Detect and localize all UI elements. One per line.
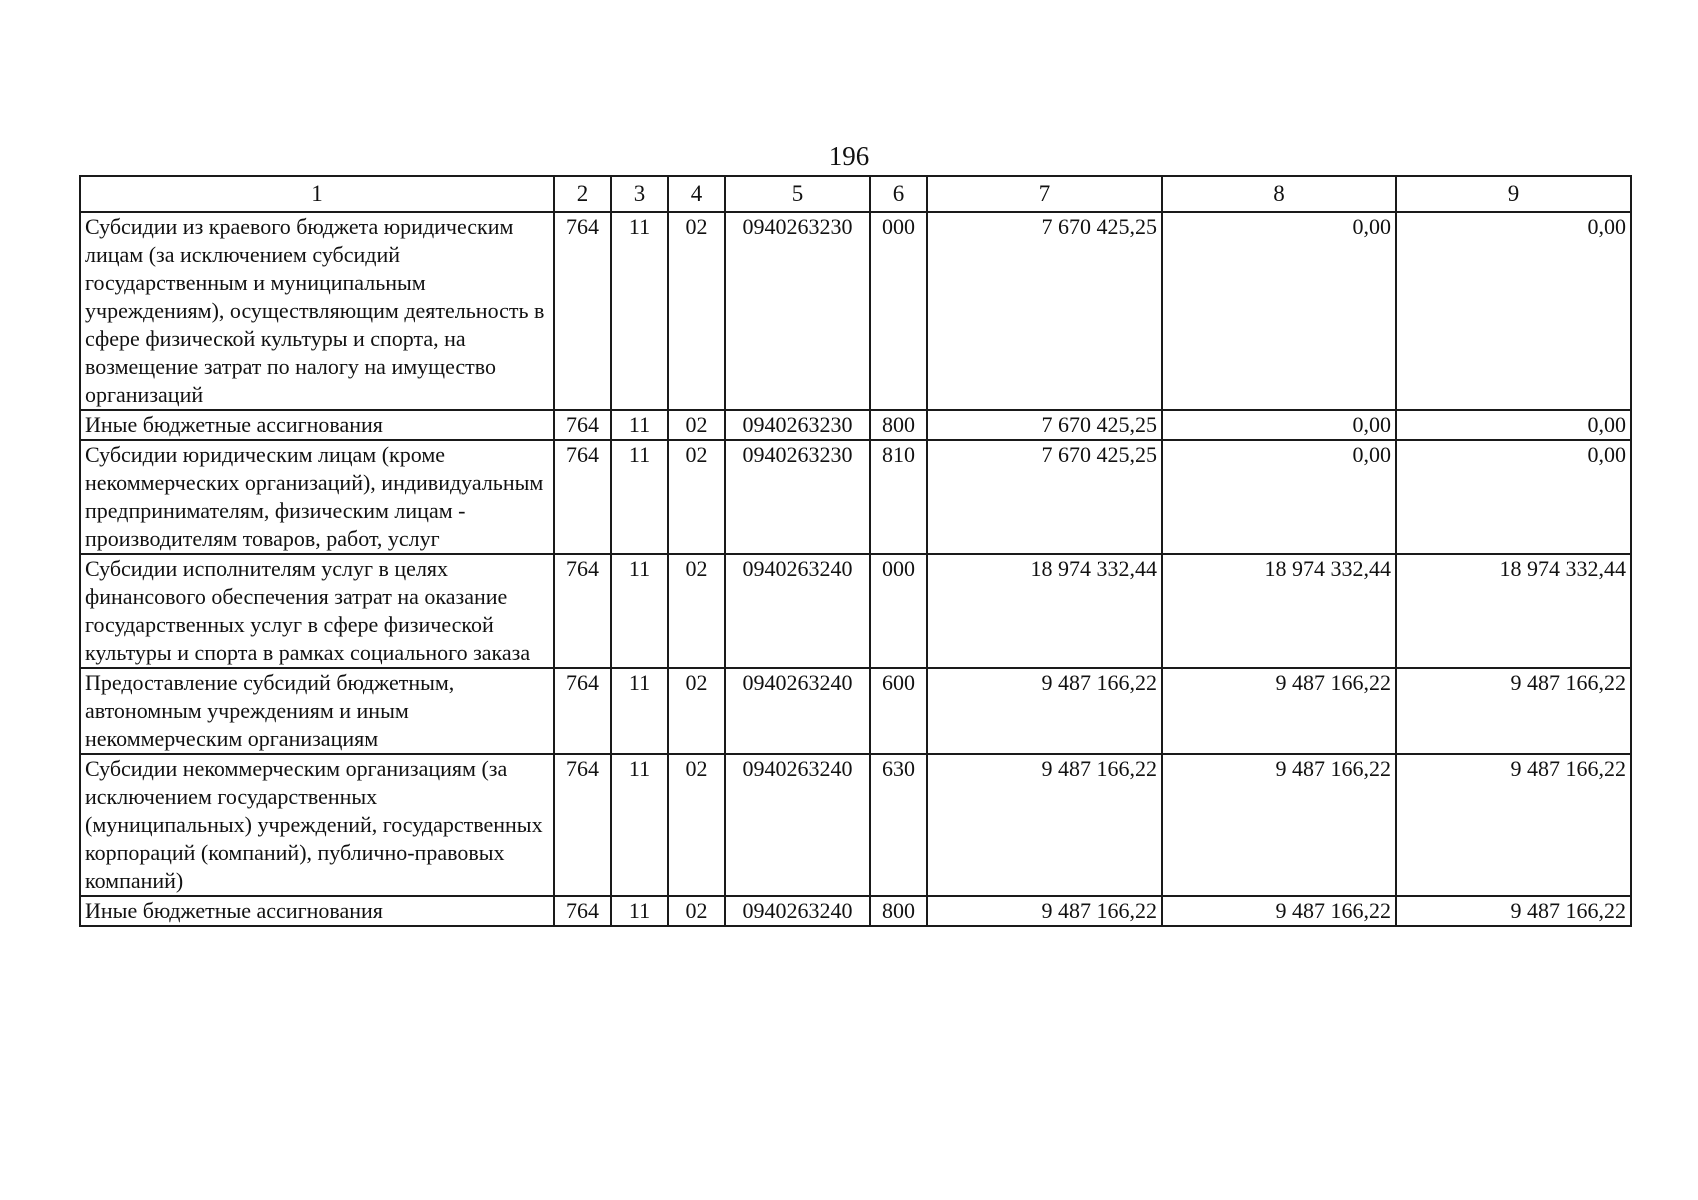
row-description: Субсидии из краевого бюджета юридическим лицам (за исключением субсидий государственным и муниципальным учреждениям), осуществляющим деятельность в сфере физической культуры и спорта, на возмещение затрат по налогу на имущество организаций: [80, 212, 554, 410]
row-section: 11: [611, 554, 668, 668]
row-description: Субсидии исполнителям услуг в целях финансового обеспечения затрат на оказание государственных услуг в сфере физической культуры и спорта в рамках социального заказа: [80, 554, 554, 668]
row-target-article: 0940263230: [725, 410, 870, 440]
row-admin-code: 764: [554, 410, 611, 440]
row-target-article: 0940263240: [725, 754, 870, 896]
row-amount-col7: 7 670 425,25: [927, 440, 1162, 554]
row-amount-col7: 7 670 425,25: [927, 410, 1162, 440]
row-target-article: 0940263240: [725, 554, 870, 668]
row-admin-code: 764: [554, 440, 611, 554]
row-subsection: 02: [668, 212, 725, 410]
row-section: 11: [611, 410, 668, 440]
row-section: 11: [611, 440, 668, 554]
row-description: Субсидии некоммерческим организациям (за исключением государственных (муниципальных) учреждений, государственных корпораций (компаний), публично-правовых компаний): [80, 754, 554, 896]
table-row: [80, 212, 1631, 410]
row-amount-col9: 0,00: [1396, 440, 1631, 554]
table-row: [80, 440, 1631, 554]
column-header-4: 4: [668, 176, 725, 212]
row-expense-type: 600: [870, 668, 927, 754]
row-expense-type: 000: [870, 554, 927, 668]
table-row: [80, 410, 1631, 440]
table-row: [80, 554, 1631, 668]
row-description: Субсидии юридическим лицам (кроме некоммерческих организаций), индивидуальным предпринимателям, физическим лицам - производителям товаров, работ, услуг: [80, 440, 554, 554]
row-admin-code: 764: [554, 212, 611, 410]
column-header-8: 8: [1162, 176, 1396, 212]
row-amount-col9: 0,00: [1396, 410, 1631, 440]
row-amount-col8: 0,00: [1162, 440, 1396, 554]
column-header-1: 1: [80, 176, 554, 212]
row-admin-code: 764: [554, 896, 611, 926]
row-expense-type: 800: [870, 410, 927, 440]
row-section: 11: [611, 754, 668, 896]
table-row: [80, 896, 1631, 926]
row-amount-col9: 0,00: [1396, 212, 1631, 410]
row-subsection: 02: [668, 554, 725, 668]
row-target-article: 0940263230: [725, 212, 870, 410]
row-amount-col7: 9 487 166,22: [927, 896, 1162, 926]
row-admin-code: 764: [554, 668, 611, 754]
row-expense-type: 000: [870, 212, 927, 410]
row-description: Иные бюджетные ассигнования: [80, 896, 554, 926]
row-amount-col7: 9 487 166,22: [927, 668, 1162, 754]
row-amount-col8: 0,00: [1162, 410, 1396, 440]
row-subsection: 02: [668, 754, 725, 896]
table-row: [80, 668, 1631, 754]
row-target-article: 0940263240: [725, 668, 870, 754]
column-header-9: 9: [1396, 176, 1631, 212]
row-admin-code: 764: [554, 754, 611, 896]
row-expense-type: 810: [870, 440, 927, 554]
row-amount-col8: 9 487 166,22: [1162, 896, 1396, 926]
row-target-article: 0940263230: [725, 440, 870, 554]
row-target-article: 0940263240: [725, 896, 870, 926]
row-amount-col9: 9 487 166,22: [1396, 754, 1631, 896]
row-amount-col7: 9 487 166,22: [927, 754, 1162, 896]
column-header-5: 5: [725, 176, 870, 212]
column-header-6: 6: [870, 176, 927, 212]
row-subsection: 02: [668, 440, 725, 554]
row-subsection: 02: [668, 668, 725, 754]
row-amount-col8: 18 974 332,44: [1162, 554, 1396, 668]
row-section: 11: [611, 896, 668, 926]
table-row: [80, 754, 1631, 896]
budget-table: [79, 175, 1632, 927]
header-row: [80, 176, 1631, 212]
row-amount-col7: 18 974 332,44: [927, 554, 1162, 668]
row-amount-col7: 7 670 425,25: [927, 212, 1162, 410]
row-expense-type: 630: [870, 754, 927, 896]
row-admin-code: 764: [554, 554, 611, 668]
row-amount-col8: 9 487 166,22: [1162, 668, 1396, 754]
row-subsection: 02: [668, 410, 725, 440]
row-subsection: 02: [668, 896, 725, 926]
column-header-7: 7: [927, 176, 1162, 212]
column-header-3: 3: [611, 176, 668, 212]
row-amount-col9: 18 974 332,44: [1396, 554, 1631, 668]
row-section: 11: [611, 212, 668, 410]
row-amount-col8: 9 487 166,22: [1162, 754, 1396, 896]
row-amount-col8: 0,00: [1162, 212, 1396, 410]
row-expense-type: 800: [870, 896, 927, 926]
row-section: 11: [611, 668, 668, 754]
row-description: Предоставление субсидий бюджетным, автономным учреждениям и иным некоммерческим организациям: [80, 668, 554, 754]
row-amount-col9: 9 487 166,22: [1396, 668, 1631, 754]
row-description: Иные бюджетные ассигнования: [80, 410, 554, 440]
row-amount-col9: 9 487 166,22: [1396, 896, 1631, 926]
column-header-2: 2: [554, 176, 611, 212]
page-number: 196: [828, 141, 870, 171]
